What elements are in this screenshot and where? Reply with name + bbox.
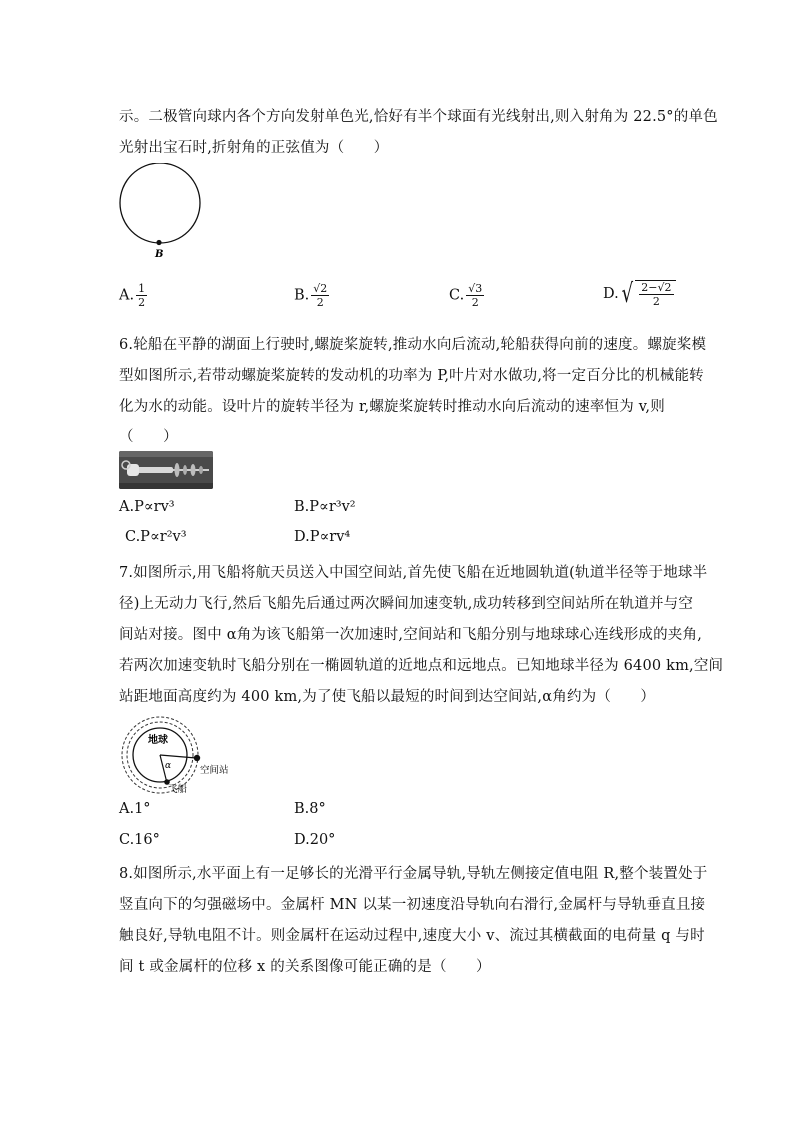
q5-option-c-denominator: 2	[471, 296, 479, 309]
q5-sphere-figure	[114, 163, 206, 261]
q5-option-b-numerator: √2	[313, 282, 328, 295]
q7-text-line-2: 径)上无动力飞行,然后飞船先后通过两次瞬间加速变轨,成功转移到空间站所在轨道并与空	[119, 596, 694, 612]
q6-text-line-4: （ ）	[119, 429, 178, 445]
q5-option-a-denominator: 2	[138, 296, 146, 309]
q8-text-line-3: 触良好,导轨电阻不计。则金属杆在运动过程中,速度大小 v、流过其横截面的电荷量 q 与时	[119, 928, 705, 944]
q5-option-d-denominator: 2	[652, 295, 660, 308]
point-b-label: B	[155, 249, 164, 260]
q6-option-d[interactable]: D.P∝rv⁴	[294, 529, 351, 545]
spaceship-label: 飞船	[168, 784, 188, 795]
q5-option-d-numerator: 2−√2	[641, 281, 672, 294]
q5-option-d-fraction	[639, 281, 673, 308]
radical-sign-icon: √	[621, 279, 633, 309]
q6-text-line-2: 型如图所示,若带动螺旋桨旋转的发动机的功率为 P,叶片对水做功,将一定百分比的机械能转	[119, 368, 704, 384]
q6-text-line-3: 化为水的动能。设叶片的旋转半径为 r,螺旋桨旋转时推动水向后流动的速率恒为 v,则	[119, 399, 665, 415]
q6-option-b[interactable]: B.P∝r³v²	[294, 499, 356, 515]
q7-option-c[interactable]: C.16°	[119, 832, 160, 848]
q5-option-c-prefix: C.	[449, 287, 465, 304]
q5-option-b-prefix: B.	[294, 287, 310, 304]
q7-text-line-3: 间站对接。图中 α角为该飞船第一次加速时,空间站和飞船分别与地球球心连线形成的夹角,	[119, 627, 703, 643]
q5-option-c-fraction	[466, 282, 484, 309]
q5-option-b-fraction	[311, 282, 329, 309]
q8-text-line-1: 8.如图所示,水平面上有一足够长的光滑平行金属导轨,导轨左侧接定值电阻 R,整个装置处于	[119, 866, 708, 882]
q5-option-d[interactable]	[603, 280, 676, 308]
q5-option-d-prefix: D.	[603, 286, 619, 302]
q6-option-a[interactable]: A.P∝rv³	[119, 499, 175, 515]
earth-label: 地球	[148, 735, 168, 746]
q5-option-c[interactable]	[449, 282, 484, 309]
q7-text-line-5: 站距地面高度约为 400 km,为了使飞船以最短的时间到达空间站,α角约为（ ）	[119, 689, 656, 705]
q5-option-a[interactable]	[119, 282, 147, 309]
point-b-dot	[156, 240, 161, 245]
alpha-label: α	[165, 761, 172, 771]
q5-option-a-fraction	[136, 282, 147, 309]
space-station-dot	[194, 755, 200, 761]
q5-option-b-denominator: 2	[316, 296, 324, 309]
q7-option-d[interactable]: D.20°	[294, 832, 336, 848]
propeller-shaft-icon	[119, 451, 213, 489]
q5-option-d-radical	[619, 280, 676, 308]
space-station-label: 空间站	[200, 765, 229, 776]
q5-option-c-numerator: √3	[468, 282, 483, 295]
q8-text-line-4: 间 t 或金属杆的位移 x 的关系图像可能正确的是（ ）	[119, 959, 491, 975]
q5-option-a-numerator: 1	[138, 282, 146, 295]
q7-text-line-1: 7.如图所示,用飞船将航天员送入中国空间站,首先使飞船在近地圆轨道(轨道半径等于地球半	[119, 565, 708, 581]
sphere-circle	[120, 163, 200, 243]
q6-text-line-1: 6.轮船在平静的湖面上行驶时,螺旋桨旋转,推动水向后流动,轮船获得向前的速度。螺旋桨模	[119, 337, 707, 353]
station-radius-line	[160, 755, 196, 758]
propeller-model-photo	[119, 451, 213, 489]
q8-text-line-2: 竖直向下的匀强磁场中。金属杆 MN 以某一初速度沿导轨向右滑行,金属杆与导轨垂直且接	[119, 897, 706, 913]
q7-orbit-diagram	[118, 713, 248, 795]
q5-text-line-1: 示。二极管向球内各个方向发射单色光,恰好有半个球面有光线射出,则入射角为 22.5°的单色	[119, 109, 718, 125]
q7-text-line-4: 若两次加速变轨时飞船分别在一椭圆轨道的近地点和远地点。已知地球半径为 6400 km,空间	[119, 658, 724, 674]
q7-option-a[interactable]: A.1°	[119, 801, 151, 817]
q7-option-b[interactable]: B.8°	[294, 801, 326, 817]
q6-option-c[interactable]: C.P∝r²v³	[125, 529, 187, 545]
q5-option-a-prefix: A.	[119, 287, 135, 304]
q5-option-b[interactable]	[294, 282, 329, 309]
q5-text-line-2: 光射出宝石时,折射角的正弦值为（ ）	[119, 140, 389, 156]
